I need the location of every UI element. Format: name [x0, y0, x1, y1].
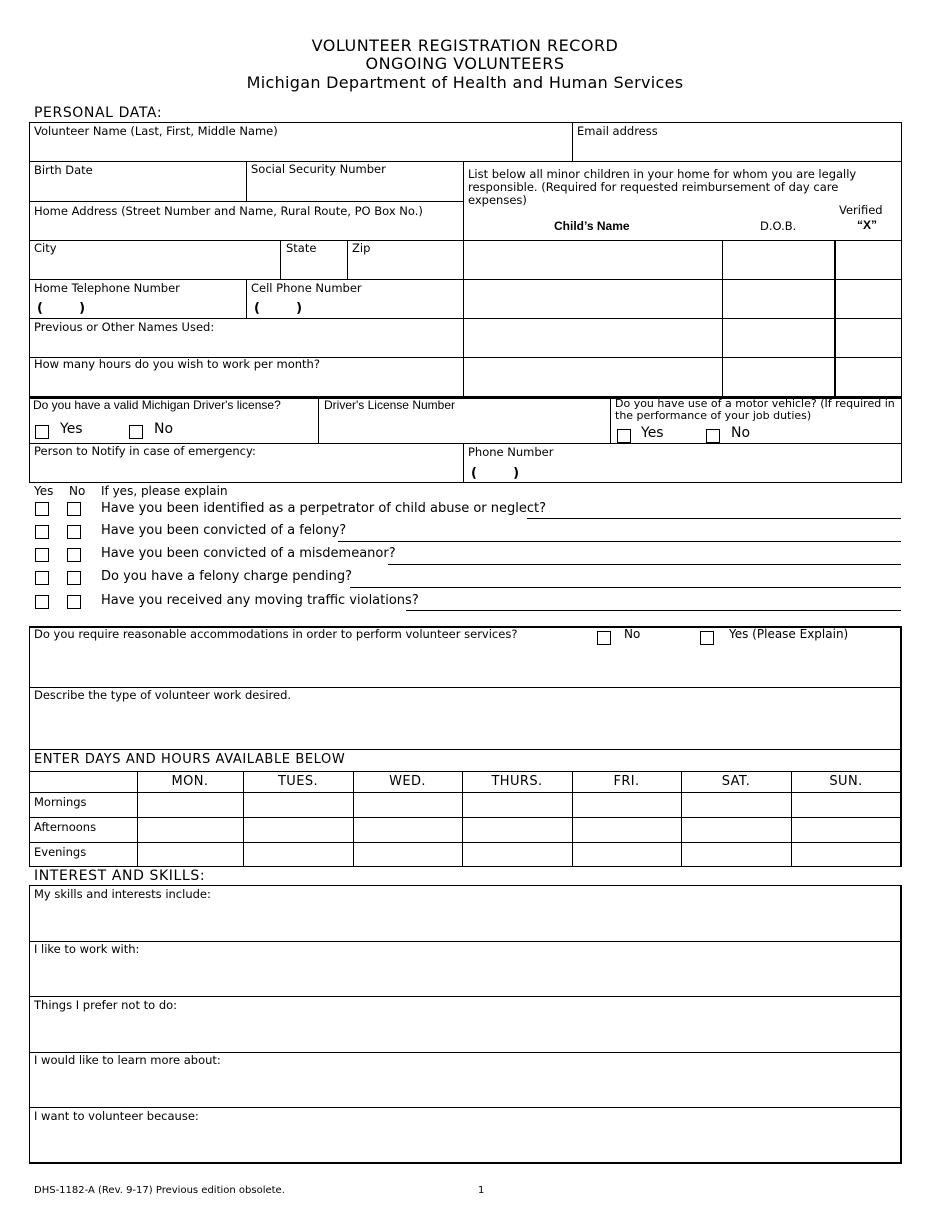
day-sun: SUN.	[829, 774, 863, 789]
accommodations-yes-checkbox[interactable]	[700, 631, 714, 645]
form-subtitle: ONGOING VOLUNTEERS	[365, 54, 565, 73]
emergency-phone-area-code: ( )	[471, 466, 520, 481]
dob-header: D.O.B.	[760, 219, 797, 233]
license-number-field[interactable]: Driver's License Number	[324, 398, 455, 412]
license-no-label: No	[154, 421, 174, 437]
hours-per-month-field[interactable]: How many hours do you wish to work per month?	[34, 357, 320, 371]
verified-header: Verified	[839, 203, 883, 217]
accommodations-box	[29, 626, 902, 867]
no-column-header: No	[69, 484, 86, 498]
license-no-checkbox[interactable]	[129, 425, 143, 439]
day-mon: MON.	[171, 774, 209, 789]
cell-phone-area-code: ( )	[254, 301, 303, 316]
q2-explain-line[interactable]	[338, 541, 901, 542]
emergency-contact-field[interactable]: Person to Notify in case of emergency:	[34, 444, 256, 458]
day-fri: FRI.	[613, 774, 640, 789]
home-phone-field[interactable]: Home Telephone Number	[34, 281, 180, 295]
state-field[interactable]: State	[286, 241, 317, 255]
child-row-4[interactable]	[464, 358, 721, 395]
zip-field[interactable]: Zip	[352, 241, 371, 255]
accommodations-question: Do you require reasonable accommodations in order to perform volunteer services?	[34, 627, 518, 641]
child-row-3[interactable]	[464, 319, 721, 356]
birth-date-field[interactable]: Birth Date	[34, 163, 93, 177]
row-mornings: Mornings	[34, 795, 87, 809]
prefer-not-to-do-field[interactable]: Things I prefer not to do:	[34, 998, 178, 1012]
q3-explain-line[interactable]	[388, 564, 901, 565]
home-phone-area-code: ( )	[37, 301, 86, 316]
q1-yes-checkbox[interactable]	[35, 502, 49, 516]
children-note: List below all minor children in your home for whom you are legally responsible. (Required for requested reimbursement of day care expenses)	[468, 167, 857, 207]
row-evenings: Evenings	[34, 845, 87, 859]
accommodations-no-checkbox[interactable]	[597, 631, 611, 645]
form-id: DHS-1182-A (Rev. 9-17) Previous edition obsolete.	[34, 1185, 285, 1196]
child-row-2[interactable]	[464, 280, 721, 317]
accommodations-no-label: No	[624, 627, 641, 641]
form-title: VOLUNTEER REGISTRATION RECORD	[311, 36, 619, 55]
q5-text: Have you received any moving traffic violations?	[101, 593, 419, 608]
day-wed: WED.	[389, 774, 426, 789]
q4-explain-line[interactable]	[350, 587, 901, 588]
personal-data-heading: PERSONAL DATA:	[34, 105, 163, 121]
accommodations-yes-label: Yes (Please Explain)	[729, 627, 849, 641]
like-to-work-with-field[interactable]: I like to work with:	[34, 942, 140, 956]
volunteer-because-field[interactable]: I want to volunteer because:	[34, 1109, 199, 1123]
vehicle-no-checkbox[interactable]	[706, 429, 720, 443]
q2-text: Have you been convicted of a felony?	[101, 523, 347, 538]
ssn-field[interactable]: Social Security Number	[251, 162, 386, 176]
work-desired-field[interactable]: Describe the type of volunteer work desired.	[34, 688, 292, 702]
q5-no-checkbox[interactable]	[67, 595, 81, 609]
vehicle-yes-label: Yes	[641, 425, 664, 441]
q3-no-checkbox[interactable]	[67, 548, 81, 562]
page-number: 1	[478, 1185, 485, 1196]
volunteer-name-field[interactable]: Volunteer Name (Last, First, Middle Name)	[34, 124, 278, 138]
yes-column-header: Yes	[34, 484, 54, 498]
q4-yes-checkbox[interactable]	[35, 571, 49, 585]
license-question: Do you have a valid Michigan Driver's license?	[33, 398, 281, 412]
q3-text: Have you been convicted of a misdemeanor?	[101, 546, 396, 561]
emergency-phone-field[interactable]: Phone Number	[468, 445, 554, 459]
license-yes-label: Yes	[60, 421, 83, 437]
vehicle-yes-checkbox[interactable]	[617, 429, 631, 443]
city-field[interactable]: City	[34, 241, 57, 255]
q4-no-checkbox[interactable]	[67, 571, 81, 585]
skills-interests-field[interactable]: My skills and interests include:	[34, 887, 211, 901]
child-name-header: Child’s Name	[554, 219, 630, 233]
q2-yes-checkbox[interactable]	[35, 525, 49, 539]
q5-explain-line[interactable]	[406, 610, 901, 611]
day-thurs: THURS.	[491, 774, 543, 789]
q5-yes-checkbox[interactable]	[35, 595, 49, 609]
q3-yes-checkbox[interactable]	[35, 548, 49, 562]
vehicle-no-label: No	[731, 425, 751, 441]
cell-phone-field[interactable]: Cell Phone Number	[251, 281, 362, 295]
explain-column-header: If yes, please explain	[101, 484, 228, 498]
day-sat: SAT.	[721, 774, 751, 789]
child-row-1[interactable]	[464, 241, 721, 278]
agency-name: Michigan Department of Health and Human Services	[246, 73, 684, 92]
verified-x-header: “X”	[857, 218, 878, 232]
interest-skills-heading: INTEREST AND SKILLS:	[34, 868, 206, 884]
previous-names-field[interactable]: Previous or Other Names Used:	[34, 320, 215, 334]
day-tues: TUES.	[277, 774, 319, 789]
vehicle-question: Do you have use of a motor vehicle? (If required in the performance of your job duties)	[615, 397, 895, 422]
q4-text: Do you have a felony charge pending?	[101, 569, 353, 584]
row-afternoons: Afternoons	[34, 820, 97, 834]
learn-more-about-field[interactable]: I would like to learn more about:	[34, 1053, 221, 1067]
q2-no-checkbox[interactable]	[67, 525, 81, 539]
q1-text: Have you been identified as a perpetrator of child abuse or neglect?	[101, 501, 547, 516]
q1-explain-line[interactable]	[527, 518, 901, 519]
license-yes-checkbox[interactable]	[35, 425, 49, 439]
schedule-heading: ENTER DAYS AND HOURS AVAILABLE BELOW	[34, 752, 346, 767]
q1-no-checkbox[interactable]	[67, 502, 81, 516]
email-field[interactable]: Email address	[577, 124, 658, 138]
home-address-field[interactable]: Home Address (Street Number and Name, Rural Route, PO Box No.)	[34, 204, 423, 218]
